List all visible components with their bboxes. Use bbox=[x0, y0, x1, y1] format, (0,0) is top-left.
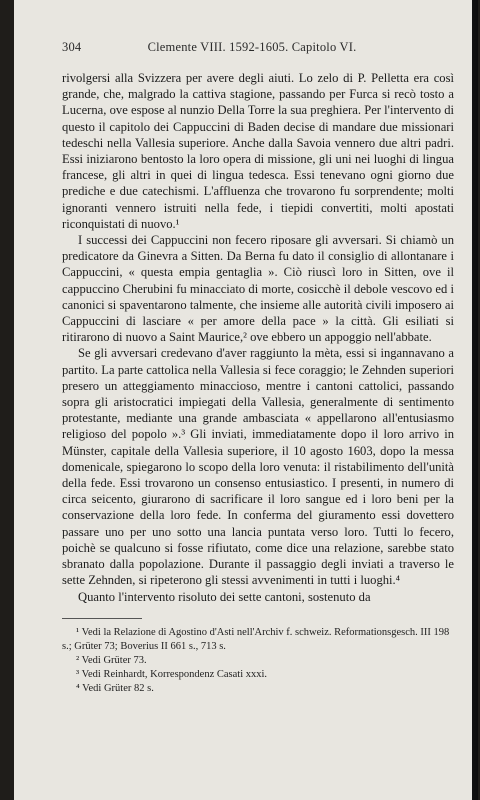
paragraph: I successi dei Cappuccini non fecero riposare gli avversari. Si chiamò un predicatore da Ginevra a Sitten. Da Berna fu dato il consiglio di allontanare i Cappuccini, « questa empia gentaglia ». Ciò riuscì loro in Sitten, ove il cappuccino Cherubini fu minacciato di morte, cosicchè il debole vescovo ed i canonici si spaventarono talmente, che insieme alle autorità civili imposero ai Cappuccini di lasciare « per amore della pace » la città. Gli esiliati si ritirarono di nuovo a Saint Maurice,² ove ebbero un appoggio nell'abbate. bbox=[62, 233, 454, 345]
running-title: Clemente VIII. 1592-1605. Capitolo VI. bbox=[147, 40, 357, 54]
footnote: ¹ Vedi la Relazione di Agostino d'Asti nell'Archiv f. schweiz. Reformationsgesch. III 198 s.; Grüter 73; Boverius II 661 s., 713 s. bbox=[62, 627, 450, 652]
footnotes bbox=[62, 626, 454, 696]
paragraph: rivolgersi alla Svizzera per avere degli aiuti. Lo zelo di P. Pelletta era così grande, che, malgrado la cattiva stagione, passando per Furca si recò tosto a Lucerna, ove espose al nunzio Della Torre la sua preghiera. Per l'intervento di questo il capitolo dei Cappuccini di Baden decise di mandare due missionari tedeschi nella Vallesia superiore. Anche dalla Savoia vennero due altri padri. Essi iniziarono bentosto la loro opera di missione, gli uni nei luoghi di lingua francese, gli altri in quei di lingua tedesca. Essi tenevano ogni giorno due prediche e due catechismi. L'affluenza che trovarono fu sorprendente; molti ignoranti vennero istruiti nella fede, i tiepidi convertiti, molti apostati riconquistati di nuovo.¹ bbox=[62, 71, 454, 231]
running-header bbox=[62, 40, 442, 56]
footnote: ³ Vedi Reinhardt, Korrespondenz Casati xxxi. bbox=[76, 669, 268, 680]
paragraph: Se gli avversari credevano d'aver raggiunto la mèta, essi si ingannavano a partito. La parte cattolica nella Vallesia si fece coraggio; le Zehnden superiori presero un atteggiamento minaccioso, mentre i cantoni cattolici, passando sopra gli aristocratici impiegati della Vallesia, generalmente di sentimento protestante, mediante una grande ambasciata « appellarono all'entusiasmo religioso del popolo ».³ Gli inviati, immediatamente dopo il loro arrivo in Münster, capitale della Vallesia superiore, il 10 agosto 1603, dopo la messa domenicale, spiegarono lo scopo della loro venuta: il ristabilimento dell'unità della fede. Essi trovarono un consenso entusiastico. I presenti, in numero di circa seicento, giurarono di sacrificare il loro sangue ed i loro beni per la conservazione della loro fede. In conferma del giuramento essi dovettero passare uno per uno sotto una lancia puntata verso loro. Tutti lo fecero, poichè se qualcuno si fosse rifiutato, come dice una relazione, sarebbe stato sbranato dalla popolazione. Durante il passaggio degli inviati a traverso le sette Zehnden, si ripeterono gli stessi avvenimenti in tutti i luoghi.⁴ bbox=[62, 346, 454, 588]
page-number: 304 bbox=[62, 40, 82, 54]
main-text bbox=[62, 70, 454, 605]
footnote-rule bbox=[62, 618, 142, 619]
footnote: ⁴ Vedi Grüter 82 s. bbox=[76, 683, 154, 694]
paragraph: Quanto l'intervento risoluto dei sette cantoni, sostenuto da bbox=[78, 589, 371, 604]
page-edge bbox=[472, 0, 478, 800]
footnote: ² Vedi Grüter 73. bbox=[76, 655, 147, 666]
book-page bbox=[14, 0, 478, 800]
